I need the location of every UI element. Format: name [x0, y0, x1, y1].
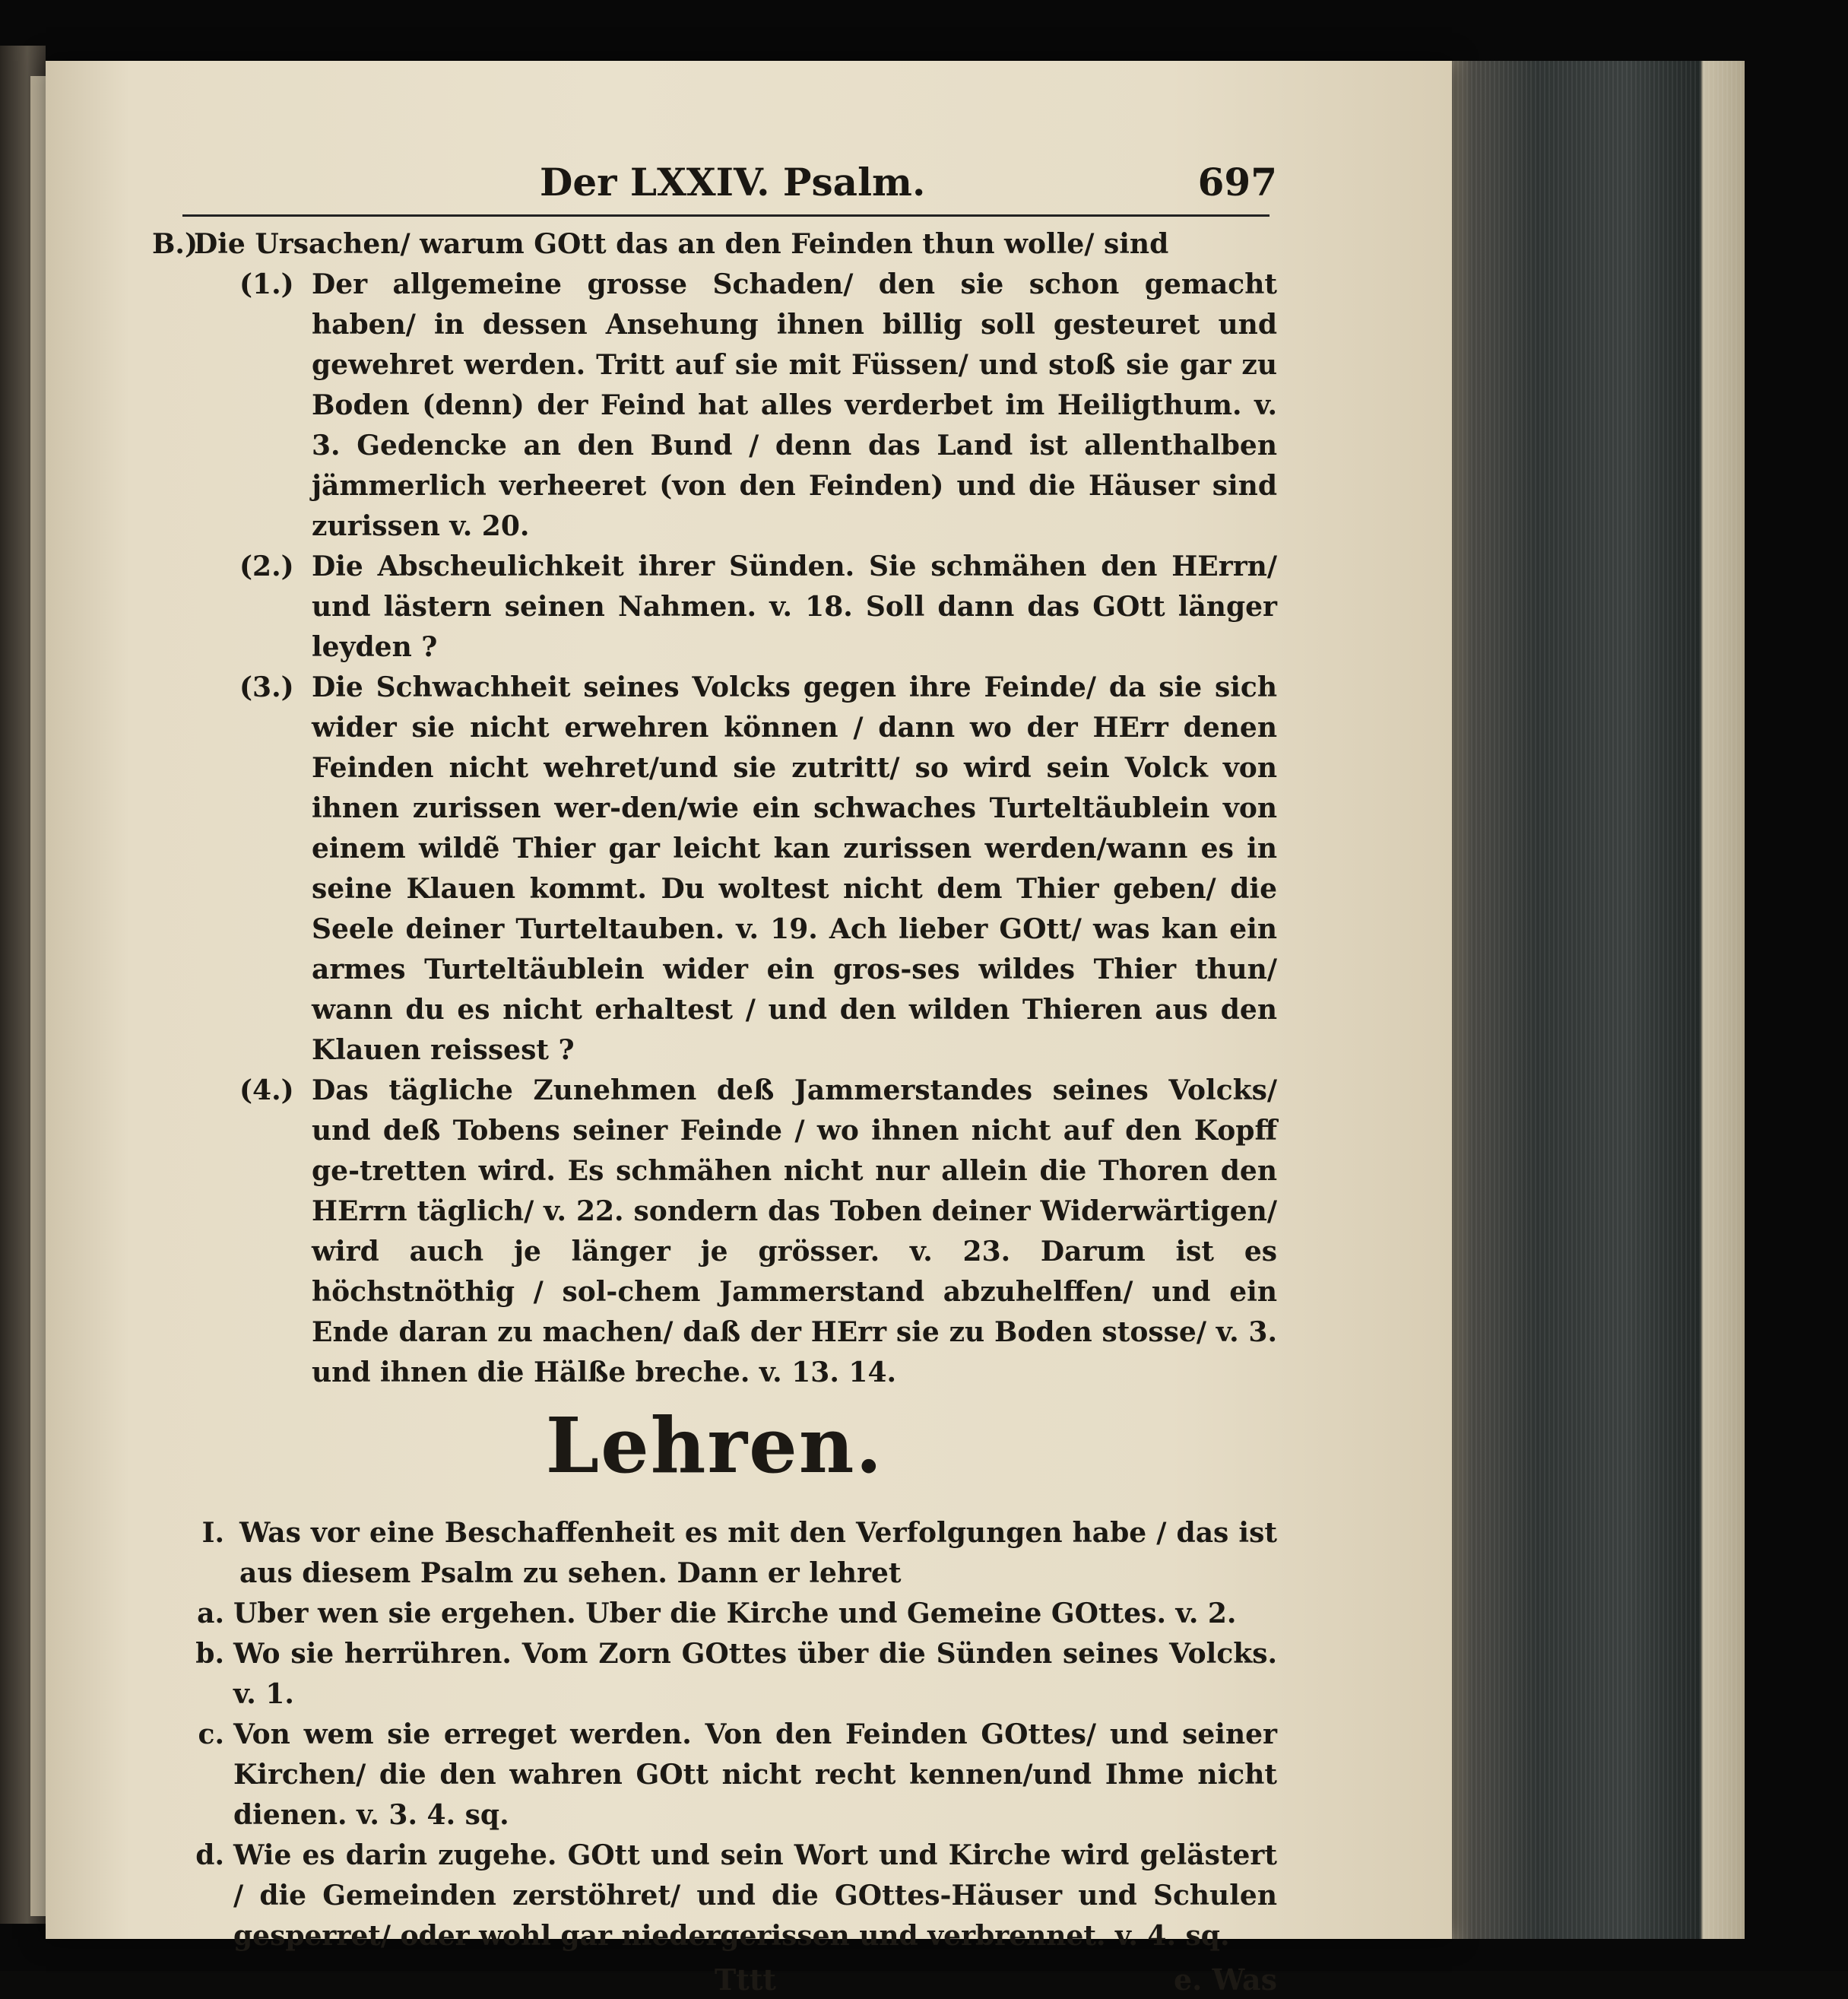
page-number: 697 — [1197, 160, 1277, 205]
lehren-point — [152, 1715, 1277, 1836]
point-text: Wie es darin zugehe. GOtt und sein Wort und Kirche wird gelästert / die Gemeinden zerstöhret/ und die GOttes-Häuser und Schulen gesperret/ oder wohl gar niedergerissen und verbrennet. v. 4. sq. — [233, 1839, 1277, 1952]
cause-number: (2.) — [239, 551, 294, 582]
cause-text: Die Schwachheit seines Volcks gegen ihre Feinde/ da sie sich wider sie nicht erwehren können / dann wo der HErr denen Feinden nicht wehret/und sie zutritt/ so wird sein Volck von ihnen zurissen wer-den/wie ein schwaches Turteltäublein von einem wildẽ Thier gar leicht kan zurissen werden/wann es in seine Klauen kommt. Du woltest nicht dem Thier geben/ die Seele deiner Turteltauben. v. 19. Ach lieber GOtt/ was kan ein armes Turteltäublein wider ein gros-ses wildes Thier thun/ wann du es nicht erhaltest / und den wilden Thieren aus den Klauen reissest ? — [312, 671, 1277, 1066]
lehren-intro — [152, 1513, 1277, 1594]
lehren-point — [152, 1836, 1277, 1956]
book-page-block — [1448, 61, 1745, 1939]
section-b — [152, 224, 1277, 265]
page-footer — [152, 1961, 1277, 1999]
cause-item — [152, 1071, 1277, 1393]
point-letter: b. — [195, 1638, 224, 1670]
running-header — [182, 160, 1277, 213]
lehren-point — [152, 1594, 1277, 1634]
header-rule — [182, 214, 1270, 217]
point-text: Von wem sie erreget werden. Von den Feinden GOttes/ und seiner Kirchen/ die den wahren GOtt nicht recht kennen/und Ihme nicht dienen. v. 3. 4. sq. — [233, 1718, 1277, 1831]
section-b-intro: Die Ursachen/ warum GOtt das an den Feinden thun wolle/ sind — [194, 228, 1169, 260]
point-letter: d. — [195, 1839, 224, 1871]
cause-number: (3.) — [239, 671, 294, 703]
page-text — [152, 224, 1277, 1999]
lehren-section — [152, 1513, 1277, 1956]
point-letter: a. — [197, 1598, 224, 1629]
cause-item — [152, 668, 1277, 1071]
cause-number: (1.) — [239, 268, 294, 300]
lehren-number: I. — [201, 1517, 224, 1549]
point-letter: c. — [198, 1718, 224, 1750]
cause-text: Der allgemeine grosse Schaden/ den sie schon gemacht haben/ in dessen Ansehung ihnen billig soll gesteuret und gewehret werden. Tritt auf sie mit Füssen/ und stoß sie gar zu Boden (denn) der Feind hat alles verderbet im Heiligthum. v. 3. Gedencke an den Bund / denn das Land ist allenthalben jämmerlich verheeret (von den Feinden) und die Häuser sind zurissen v. 20. — [312, 268, 1277, 542]
section-b-marker: B.) — [152, 228, 198, 260]
lehren-intro-text: Was vor eine Beschaffenheit es mit den Verfolgungen habe / das ist aus diesem Psalm zu sehen. Dann er lehret — [239, 1517, 1277, 1589]
cause-text: Die Abscheulichkeit ihrer Sünden. Sie schmähen den HErrn/ und lästern seinen Nahmen. v. 18. Soll dann das GOtt länger leyden ? — [312, 551, 1277, 663]
cause-number: (4.) — [239, 1074, 294, 1106]
point-text: Uber wen sie ergehen. Uber die Kirche und Gemeine GOttes. v. 2. — [233, 1598, 1237, 1629]
lehren-heading: Lehren. — [545, 1401, 884, 1490]
cause-text: Das tägliche Zunehmen deß Jammerstandes seines Volcks/ und deß Tobens seiner Feinde / wo ihnen nicht auf den Kopff ge-tretten wird. Es schmähen nicht nur allein die Thoren den HErrn täglich/ v. 22. sondern das Toben deiner Widerwärtigen/ wird auch je länger je grösser. v. 23. Darum ist es höchstnöthig / sol-chem Jammerstand abzuhelffen/ und ein Ende daran zu machen/ daß der HErr sie zu Boden stosse/ v. 3. und ihnen die Hälße breche. v. 13. 14. — [312, 1074, 1277, 1388]
lehren-point — [152, 1634, 1277, 1715]
cause-item — [152, 265, 1277, 547]
running-title: Der LXXIV. Psalm. — [540, 160, 926, 205]
point-text: Wo sie herrühren. Vom Zorn GOttes über die Sünden seines Volcks. v. 1. — [233, 1638, 1277, 1710]
signature-mark: Tttt — [715, 1963, 776, 1997]
cause-item — [152, 547, 1277, 668]
catchword: e. Was — [1173, 1963, 1277, 1997]
